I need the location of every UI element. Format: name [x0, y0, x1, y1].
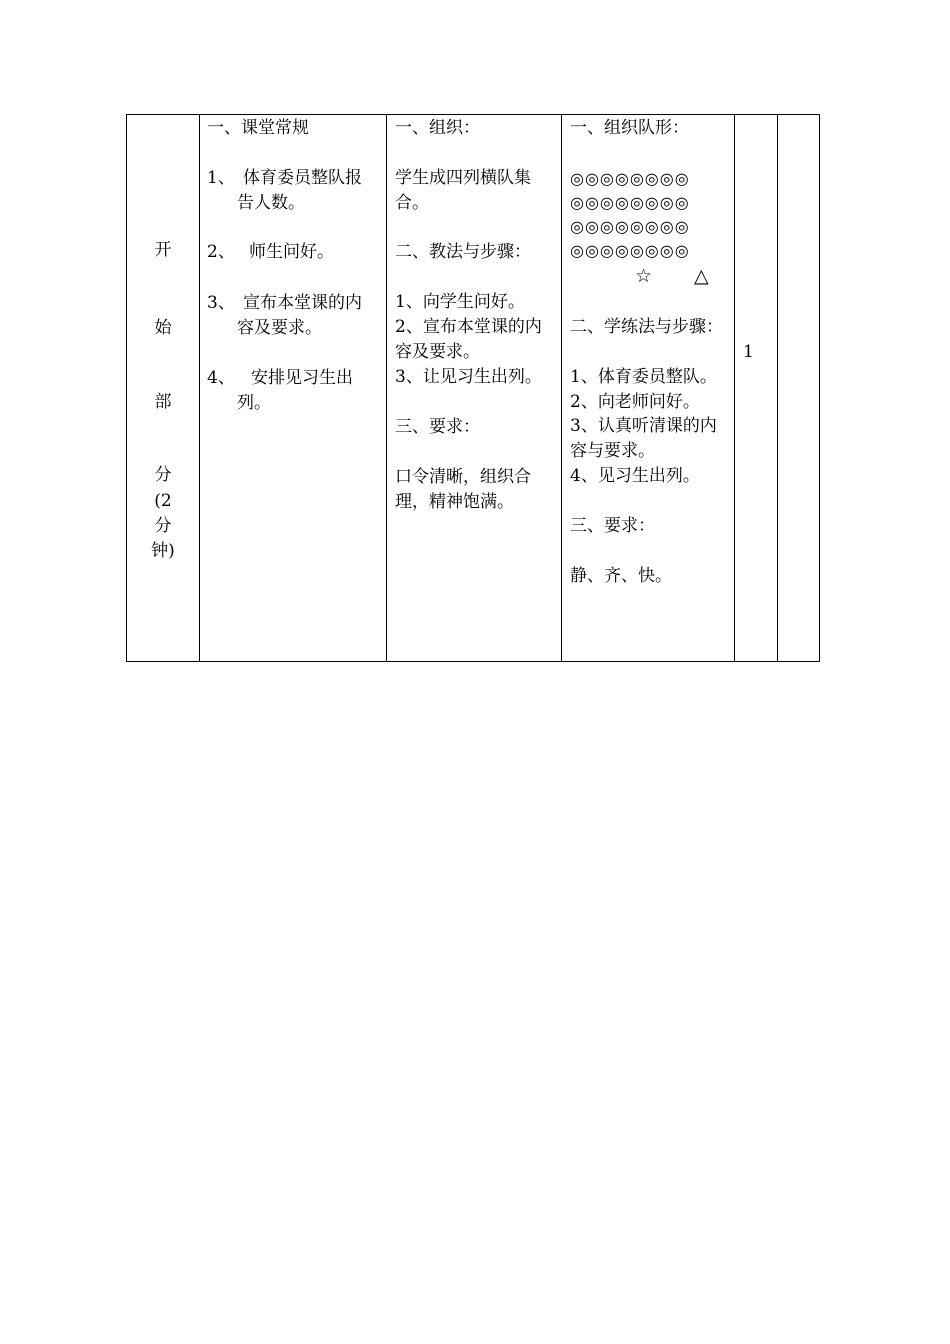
section-char: 部 [154, 392, 172, 412]
repetition-count: 1 [743, 342, 754, 362]
item-number: 2、 [207, 242, 235, 262]
practice-line: 容与要求。 [570, 441, 655, 461]
section-char: 开 [154, 240, 172, 260]
item-text: 容及要求。 [237, 318, 322, 338]
student-req-heading: 三、要求： [570, 516, 655, 536]
practice-heading: 二、学练法与步骤： [570, 317, 723, 337]
lesson-plan-table [126, 114, 820, 662]
formation-heading: 一、组织队形： [570, 118, 689, 138]
req-line: 口令清晰，组织合 [395, 467, 531, 487]
item-text: 安排见习生出 [251, 368, 353, 388]
content-heading: 一、课堂常规 [207, 118, 309, 138]
formation-row: ◎◎◎◎◎◎◎◎ [570, 241, 690, 260]
item-text: 体育委员整队报 [243, 168, 362, 188]
item-text: 列。 [237, 393, 271, 413]
column-divider [777, 115, 778, 661]
section-char: (2 [154, 491, 172, 511]
triangle-icon: △ [694, 265, 709, 287]
column-divider [734, 115, 735, 661]
formation-row: ◎◎◎◎◎◎◎◎ [570, 217, 690, 236]
item-number: 4、 [207, 368, 235, 388]
method-line: 2、宣布本堂课的内 [395, 317, 542, 337]
item-text: 师生问好。 [249, 242, 334, 262]
practice-line: 3、认真听清课的内 [570, 416, 717, 436]
org-heading: 一、组织： [395, 118, 480, 138]
org-line: 合。 [395, 193, 429, 213]
req-line: 理，精神饱满。 [395, 492, 514, 512]
item-number: 3、 [207, 293, 235, 313]
column-divider [199, 115, 200, 661]
student-req-text: 静、齐、快。 [570, 566, 672, 586]
section-char: 始 [154, 318, 172, 338]
practice-line: 4、见习生出列。 [570, 466, 700, 486]
practice-line: 2、向老师问好。 [570, 392, 700, 412]
section-char: 钟) [151, 541, 175, 561]
section-char: 分 [154, 516, 172, 536]
method-line: 3、让见习生出列。 [395, 367, 542, 387]
section-char: 分 [154, 465, 172, 485]
item-text: 告人数。 [237, 193, 305, 213]
column-divider [386, 115, 387, 661]
item-number: 1、 [207, 168, 235, 188]
formation-row: ◎◎◎◎◎◎◎◎ [570, 169, 690, 188]
item-text: 宣布本堂课的内 [243, 293, 362, 313]
formation-row: ◎◎◎◎◎◎◎◎ [570, 193, 690, 212]
method-line: 容及要求。 [395, 342, 480, 362]
org-line: 学生成四列横队集 [395, 168, 531, 188]
teacher-star-icon: ☆ [635, 265, 653, 287]
req-heading: 三、要求： [395, 417, 480, 437]
method-heading: 二、教法与步骤： [395, 242, 531, 262]
column-divider [561, 115, 562, 661]
method-line: 1、向学生问好。 [395, 292, 525, 312]
practice-line: 1、体育委员整队。 [570, 367, 717, 387]
